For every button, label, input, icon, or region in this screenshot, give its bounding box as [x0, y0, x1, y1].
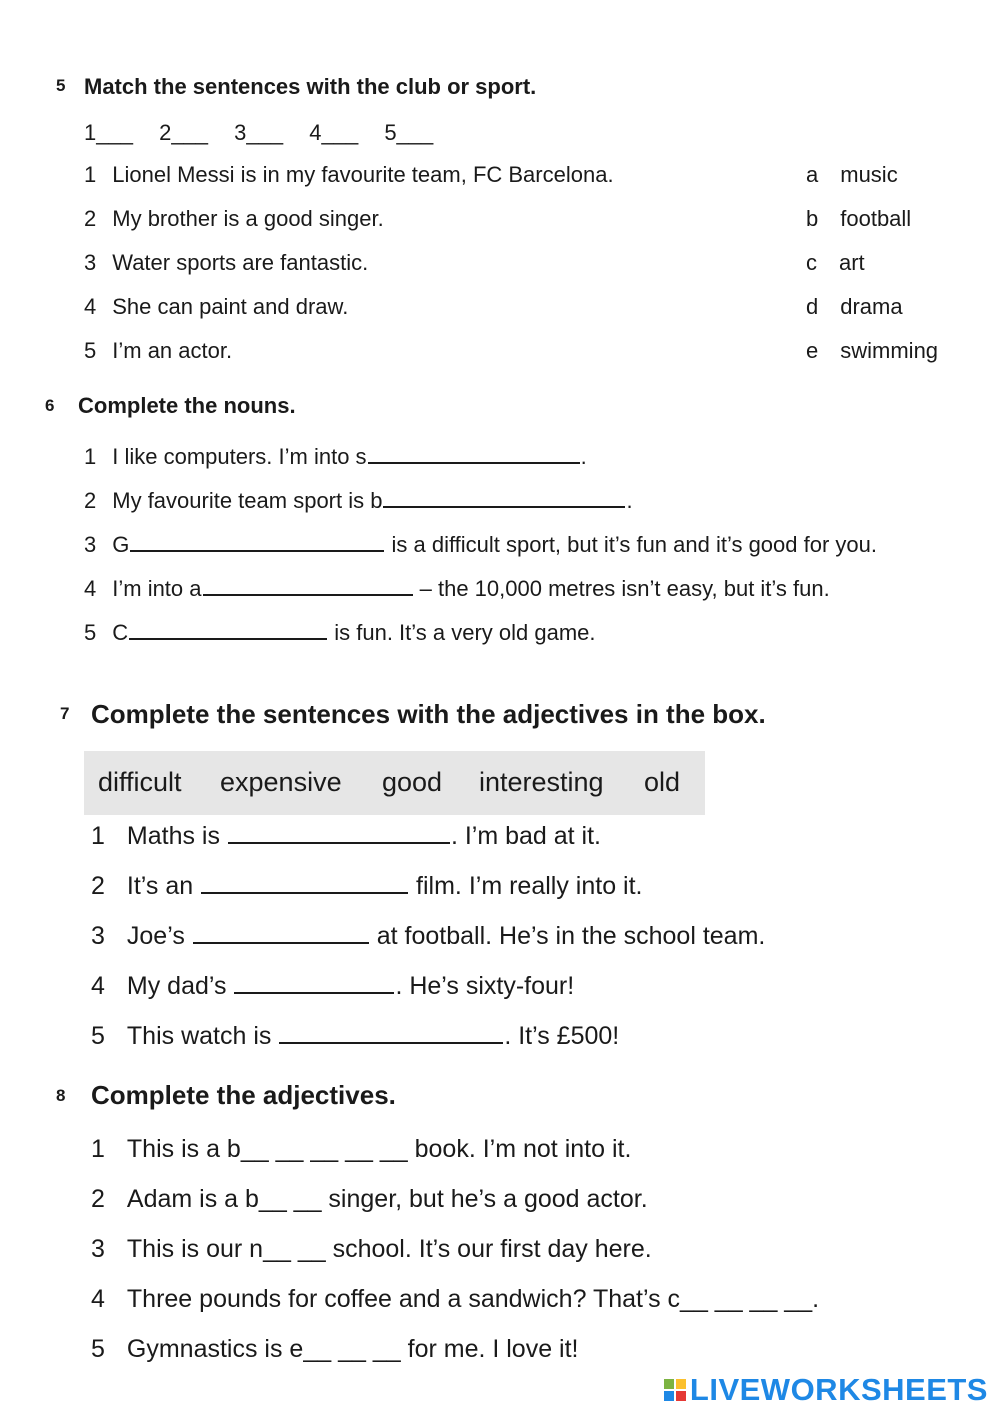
list-item [91, 918, 765, 951]
item-text-after: singer, but he’s a good actor. [321, 1185, 648, 1213]
list-item [84, 250, 368, 276]
item-text-before: This is our n [126, 1235, 264, 1263]
box-word: difficult [98, 767, 182, 797]
option-item [806, 206, 911, 232]
box-word: expensive [220, 767, 342, 797]
list-item [84, 206, 384, 232]
item-text-after: for me. I love it! [400, 1335, 579, 1363]
list-item [91, 1285, 819, 1314]
answer-blank[interactable] [234, 968, 394, 994]
word-box [84, 751, 705, 815]
answer-blank[interactable] [383, 486, 625, 508]
answer-blank[interactable] [228, 818, 450, 844]
list-item [84, 338, 232, 364]
item-text: I’m an actor. [112, 338, 233, 363]
answer-slot-5[interactable]: 5___ [384, 120, 434, 145]
item-text-after: school. It’s our first day here. [325, 1235, 652, 1263]
item-text-before: My dad’s [126, 972, 234, 1000]
item-text-after: is fun. It’s a very old game. [328, 620, 596, 645]
list-item [91, 968, 574, 1001]
item-number: 4 [84, 294, 97, 319]
item-text-after: . It’s £500! [504, 1022, 620, 1050]
item-text-before: Gymnastics is e [126, 1335, 304, 1363]
item-text-after: film. I’m really into it. [409, 872, 643, 900]
letter-blanks[interactable]: __ __ __ [303, 1335, 401, 1363]
option-letter: d [806, 294, 819, 319]
list-item [91, 1018, 619, 1051]
option-text: drama [840, 294, 903, 319]
liveworksheets-logo-icon [664, 1379, 686, 1401]
list-item [91, 818, 601, 851]
answer-slot-1[interactable]: 1___ [84, 120, 133, 145]
exercise-8-number: 8 [56, 1086, 66, 1105]
letter-blanks[interactable]: __ __ [258, 1185, 322, 1213]
list-item [91, 1185, 648, 1214]
option-text: art [839, 250, 865, 275]
item-text: She can paint and draw. [112, 294, 349, 319]
item-number: 1 [91, 822, 105, 850]
item-number: 2 [84, 488, 97, 513]
item-text-after: book. I’m not into it. [407, 1135, 632, 1163]
option-text: music [840, 162, 898, 187]
option-item [806, 250, 865, 276]
list-item [91, 1235, 652, 1264]
answer-blank[interactable] [203, 574, 413, 596]
item-text-before: My favourite team sport is b [112, 488, 383, 513]
item-text-before: This is a b [126, 1135, 241, 1163]
item-text-after: . I’m bad at it. [450, 822, 601, 850]
item-text-before: Adam is a b [126, 1185, 259, 1213]
list-item [84, 530, 877, 558]
box-word: old [644, 767, 681, 797]
item-number: 5 [84, 620, 97, 645]
answer-blank[interactable] [130, 530, 384, 552]
answer-blank[interactable] [279, 1018, 503, 1044]
list-item [84, 574, 830, 602]
answer-blank[interactable] [193, 918, 369, 944]
letter-blanks[interactable]: __ __ __ __ [680, 1285, 813, 1313]
item-number: 2 [91, 872, 105, 900]
item-number: 1 [84, 162, 97, 187]
exercise-5-number: 5 [56, 76, 66, 95]
list-item [91, 868, 642, 901]
option-text: swimming [840, 338, 939, 363]
option-item [806, 294, 903, 320]
list-item [84, 442, 587, 470]
item-number: 4 [91, 972, 105, 1000]
item-text-after: – the 10,000 metres isn’t easy, but it’s fun. [413, 576, 830, 601]
option-item [806, 162, 898, 188]
item-text-after: . He’s sixty-four! [395, 972, 575, 1000]
box-word: interesting [479, 767, 604, 797]
item-number: 2 [91, 1185, 105, 1213]
exercise-7-number: 7 [60, 704, 70, 723]
option-letter: b [806, 206, 819, 231]
item-number: 3 [91, 922, 105, 950]
answer-blank[interactable] [201, 868, 408, 894]
answer-slot-3[interactable]: 3___ [234, 120, 284, 145]
item-number: 5 [84, 338, 97, 363]
letter-blanks[interactable]: __ __ __ __ __ [240, 1135, 408, 1163]
item-number: 3 [84, 250, 97, 275]
item-text-before: It’s an [126, 872, 201, 900]
item-number: 2 [84, 206, 97, 231]
item-text-after: . [580, 444, 587, 469]
option-text: football [840, 206, 912, 231]
item-text: Lionel Messi is in my favourite team, FC Barcelona. [112, 162, 614, 187]
item-text-after: at football. He’s in the school team. [369, 922, 766, 950]
list-item [84, 618, 596, 646]
item-text-before: Maths is [126, 822, 227, 850]
list-item [84, 486, 633, 514]
item-text: My brother is a good singer. [112, 206, 384, 231]
item-number: 1 [84, 444, 97, 469]
logo-text: LIVEWORKSHEETS [689, 1372, 988, 1407]
list-item [84, 294, 348, 320]
list-item [91, 1135, 631, 1164]
exercise-5-title: Match the sentences with the club or sport. [84, 74, 537, 99]
item-text-after: is a difficult sport, but it’s fun and it’s good for you. [385, 532, 877, 557]
option-letter: c [806, 250, 817, 275]
item-number: 4 [91, 1285, 105, 1313]
exercise-5-answer-row [84, 120, 433, 146]
item-text-before: Joe’s [126, 922, 192, 950]
option-letter: a [806, 162, 819, 187]
box-word: good [382, 767, 443, 797]
item-text: Water sports are fantastic. [112, 250, 369, 275]
answer-slot-2[interactable]: 2___ [159, 120, 209, 145]
list-item [91, 1335, 579, 1364]
exercise-8-title: Complete the adjectives. [91, 1080, 396, 1110]
item-text-before: G [112, 532, 130, 557]
item-text-before: C [112, 620, 129, 645]
letter-blanks[interactable]: __ __ [263, 1235, 326, 1263]
liveworksheets-logo[interactable] [664, 1372, 988, 1408]
list-item [84, 162, 614, 188]
item-number: 4 [84, 576, 97, 601]
item-number: 3 [84, 532, 97, 557]
exercise-7-title: Complete the sentences with the adjectives in the box. [91, 699, 766, 729]
item-number: 5 [91, 1335, 105, 1363]
option-letter: e [806, 338, 819, 363]
item-text-after: . [626, 488, 633, 513]
exercise-6-title: Complete the nouns. [78, 393, 296, 418]
item-number: 1 [91, 1135, 105, 1163]
item-number: 5 [91, 1022, 105, 1050]
item-text-before: This watch is [126, 1022, 279, 1050]
answer-blank[interactable] [368, 442, 580, 464]
item-text-before: I like computers. I’m into s [112, 444, 367, 469]
answer-blank[interactable] [129, 618, 327, 640]
item-number: 3 [91, 1235, 105, 1263]
item-text-before: Three pounds for coffee and a sandwich? That’s c [126, 1285, 681, 1313]
exercise-6-number: 6 [45, 396, 55, 415]
answer-slot-4[interactable]: 4___ [309, 120, 359, 145]
option-item [806, 338, 938, 364]
item-text-before: I’m into a [112, 576, 202, 601]
item-text-after: . [812, 1285, 820, 1313]
